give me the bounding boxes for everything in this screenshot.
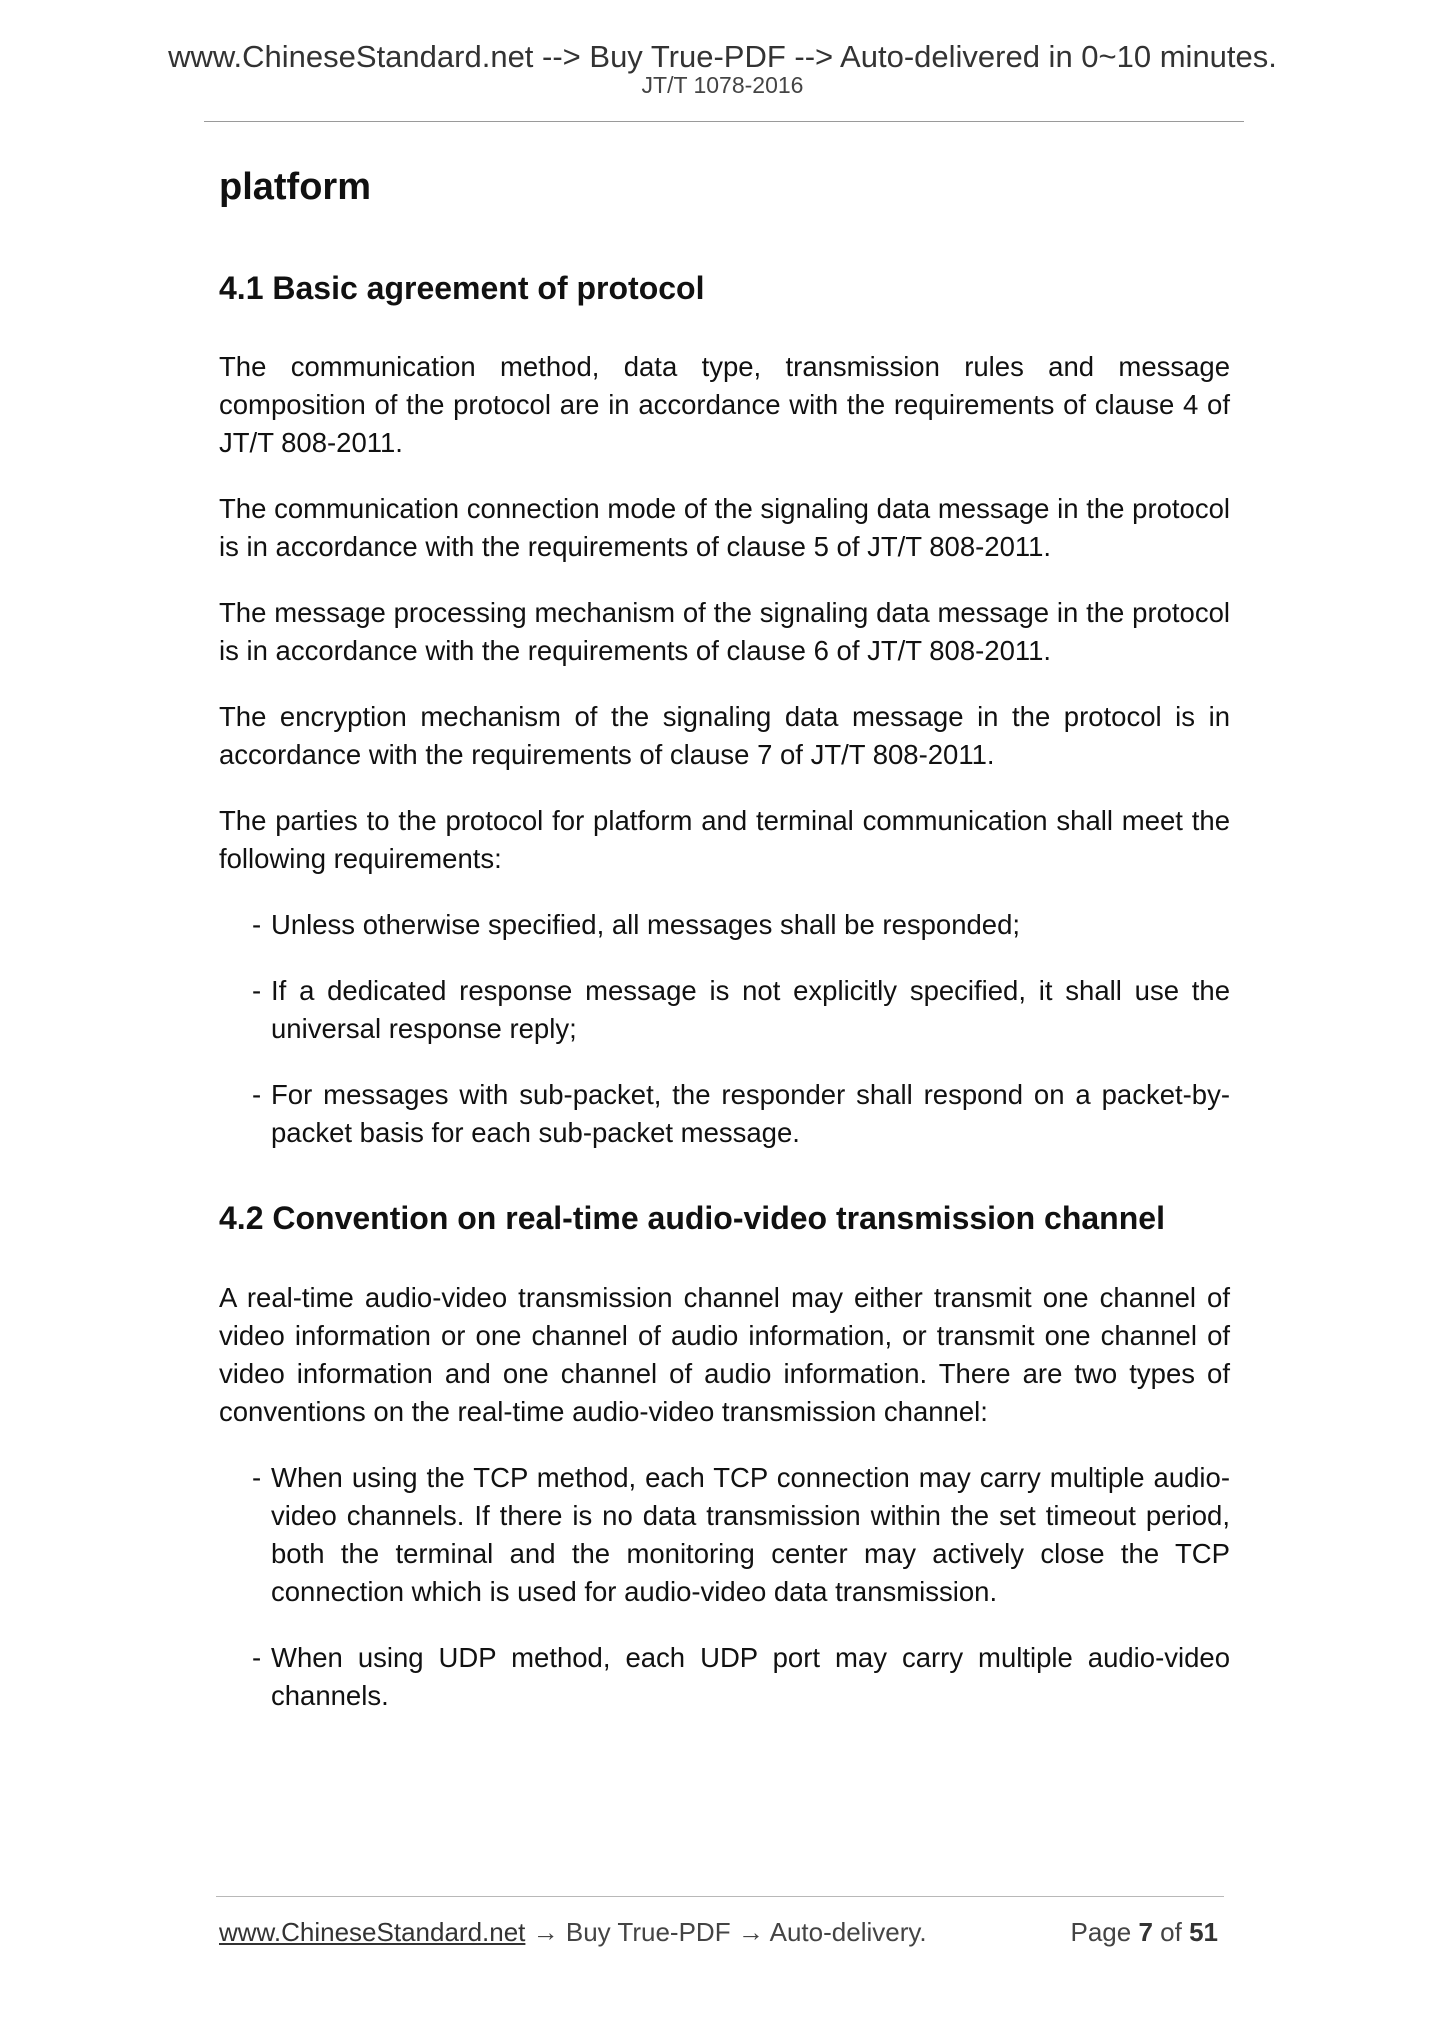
section-4-1-paragraph-2: The communication connection mode of the signaling data message in the protocol is in accordance with the requirements of clause 5 of JT/T 808-2011. [219,493,1230,562]
arrow-right-icon: → [737,1917,764,1947]
section-4-2-conventions-list [219,1459,1230,1715]
list-item-text: For messages with sub-packet, the responder shall respond on a packet-by-packet basis for each sub-packet message. [271,1079,1230,1148]
page-number: 7 [1138,1917,1153,1947]
arrow-right-icon: → [532,1917,559,1947]
footer-site-link[interactable]: www.ChineseStandard.net [219,1917,526,1947]
list-item [219,972,1230,1048]
page-label: Page [1070,1917,1132,1947]
document-id: JT/T 1078-2016 [641,72,804,98]
section-4-1-paragraph-4: The encryption mechanism of the signaling data message in the protocol is in accordance with the requirements of clause 7 of JT/T 808-2011. [219,701,1230,770]
footer-buy-text: Buy True-PDF [565,1917,731,1947]
list-item-text: Unless otherwise specified, all messages shall be responded; [271,909,1021,940]
footer-divider [216,1896,1224,1897]
list-item-text: When using the TCP method, each TCP connection may carry multiple audio-video channels. If there is no data transmission within the set timeout period, both the terminal and the monitoring center may actively close the TCP connection which is used for audio-video data transmission. [271,1462,1230,1607]
section-4-2-heading: 4.2 Convention on real-time audio-video transmission channel [219,1200,1165,1236]
header-divider [204,121,1244,122]
section-4-1-paragraph-5: The parties to the protocol for platform and terminal communication shall meet the following requirements: [219,805,1230,874]
bullet-dash: - [252,1079,262,1110]
bullet-dash: - [252,1642,262,1673]
total-pages: 51 [1189,1917,1218,1947]
list-item [219,1076,1230,1152]
bullet-dash: - [252,909,262,940]
section-4-1-paragraph-3: The message processing mechanism of the signaling data message in the protocol is in accordance with the requirements of clause 6 of JT/T 808-2011. [219,597,1230,666]
list-item [219,906,1230,944]
page-body [219,163,1230,1743]
list-item [219,1459,1230,1611]
list-item-text: If a dedicated response message is not explicitly specified, it shall use the universal response reply; [271,975,1230,1044]
of-label: of [1160,1917,1182,1947]
footer-promo [219,1915,927,1949]
page-counter [1070,1915,1218,1949]
bullet-dash: - [252,1462,262,1493]
section-4-1-heading: 4.1 Basic agreement of protocol [219,270,705,306]
section-4-2-paragraph-1: A real-time audio-video transmission channel may either transmit one channel of video information or one channel of audio information, or transmit one channel of video information and one channel of audio information. There are two types of conventions on the real-time audio-video transmission channel: [219,1282,1230,1427]
section-4-1-paragraph-1: The communication method, data type, transmission rules and message composition of the protocol are in accordance with the requirements of clause 4 of JT/T 808-2011. [219,351,1230,458]
page-footer [219,1915,1224,1949]
bullet-dash: - [252,975,262,1006]
site-banner: www.ChineseStandard.net --> Buy True-PDF --> Auto-delivered in 0~10 minutes. [168,39,1277,74]
page-title: platform [219,166,371,208]
list-item [219,1639,1230,1715]
footer-delivery-text: Auto-delivery. [769,1917,927,1947]
list-item-text: When using UDP method, each UDP port may carry multiple audio-video channels. [271,1642,1230,1711]
section-4-1-requirements-list [219,906,1230,1152]
